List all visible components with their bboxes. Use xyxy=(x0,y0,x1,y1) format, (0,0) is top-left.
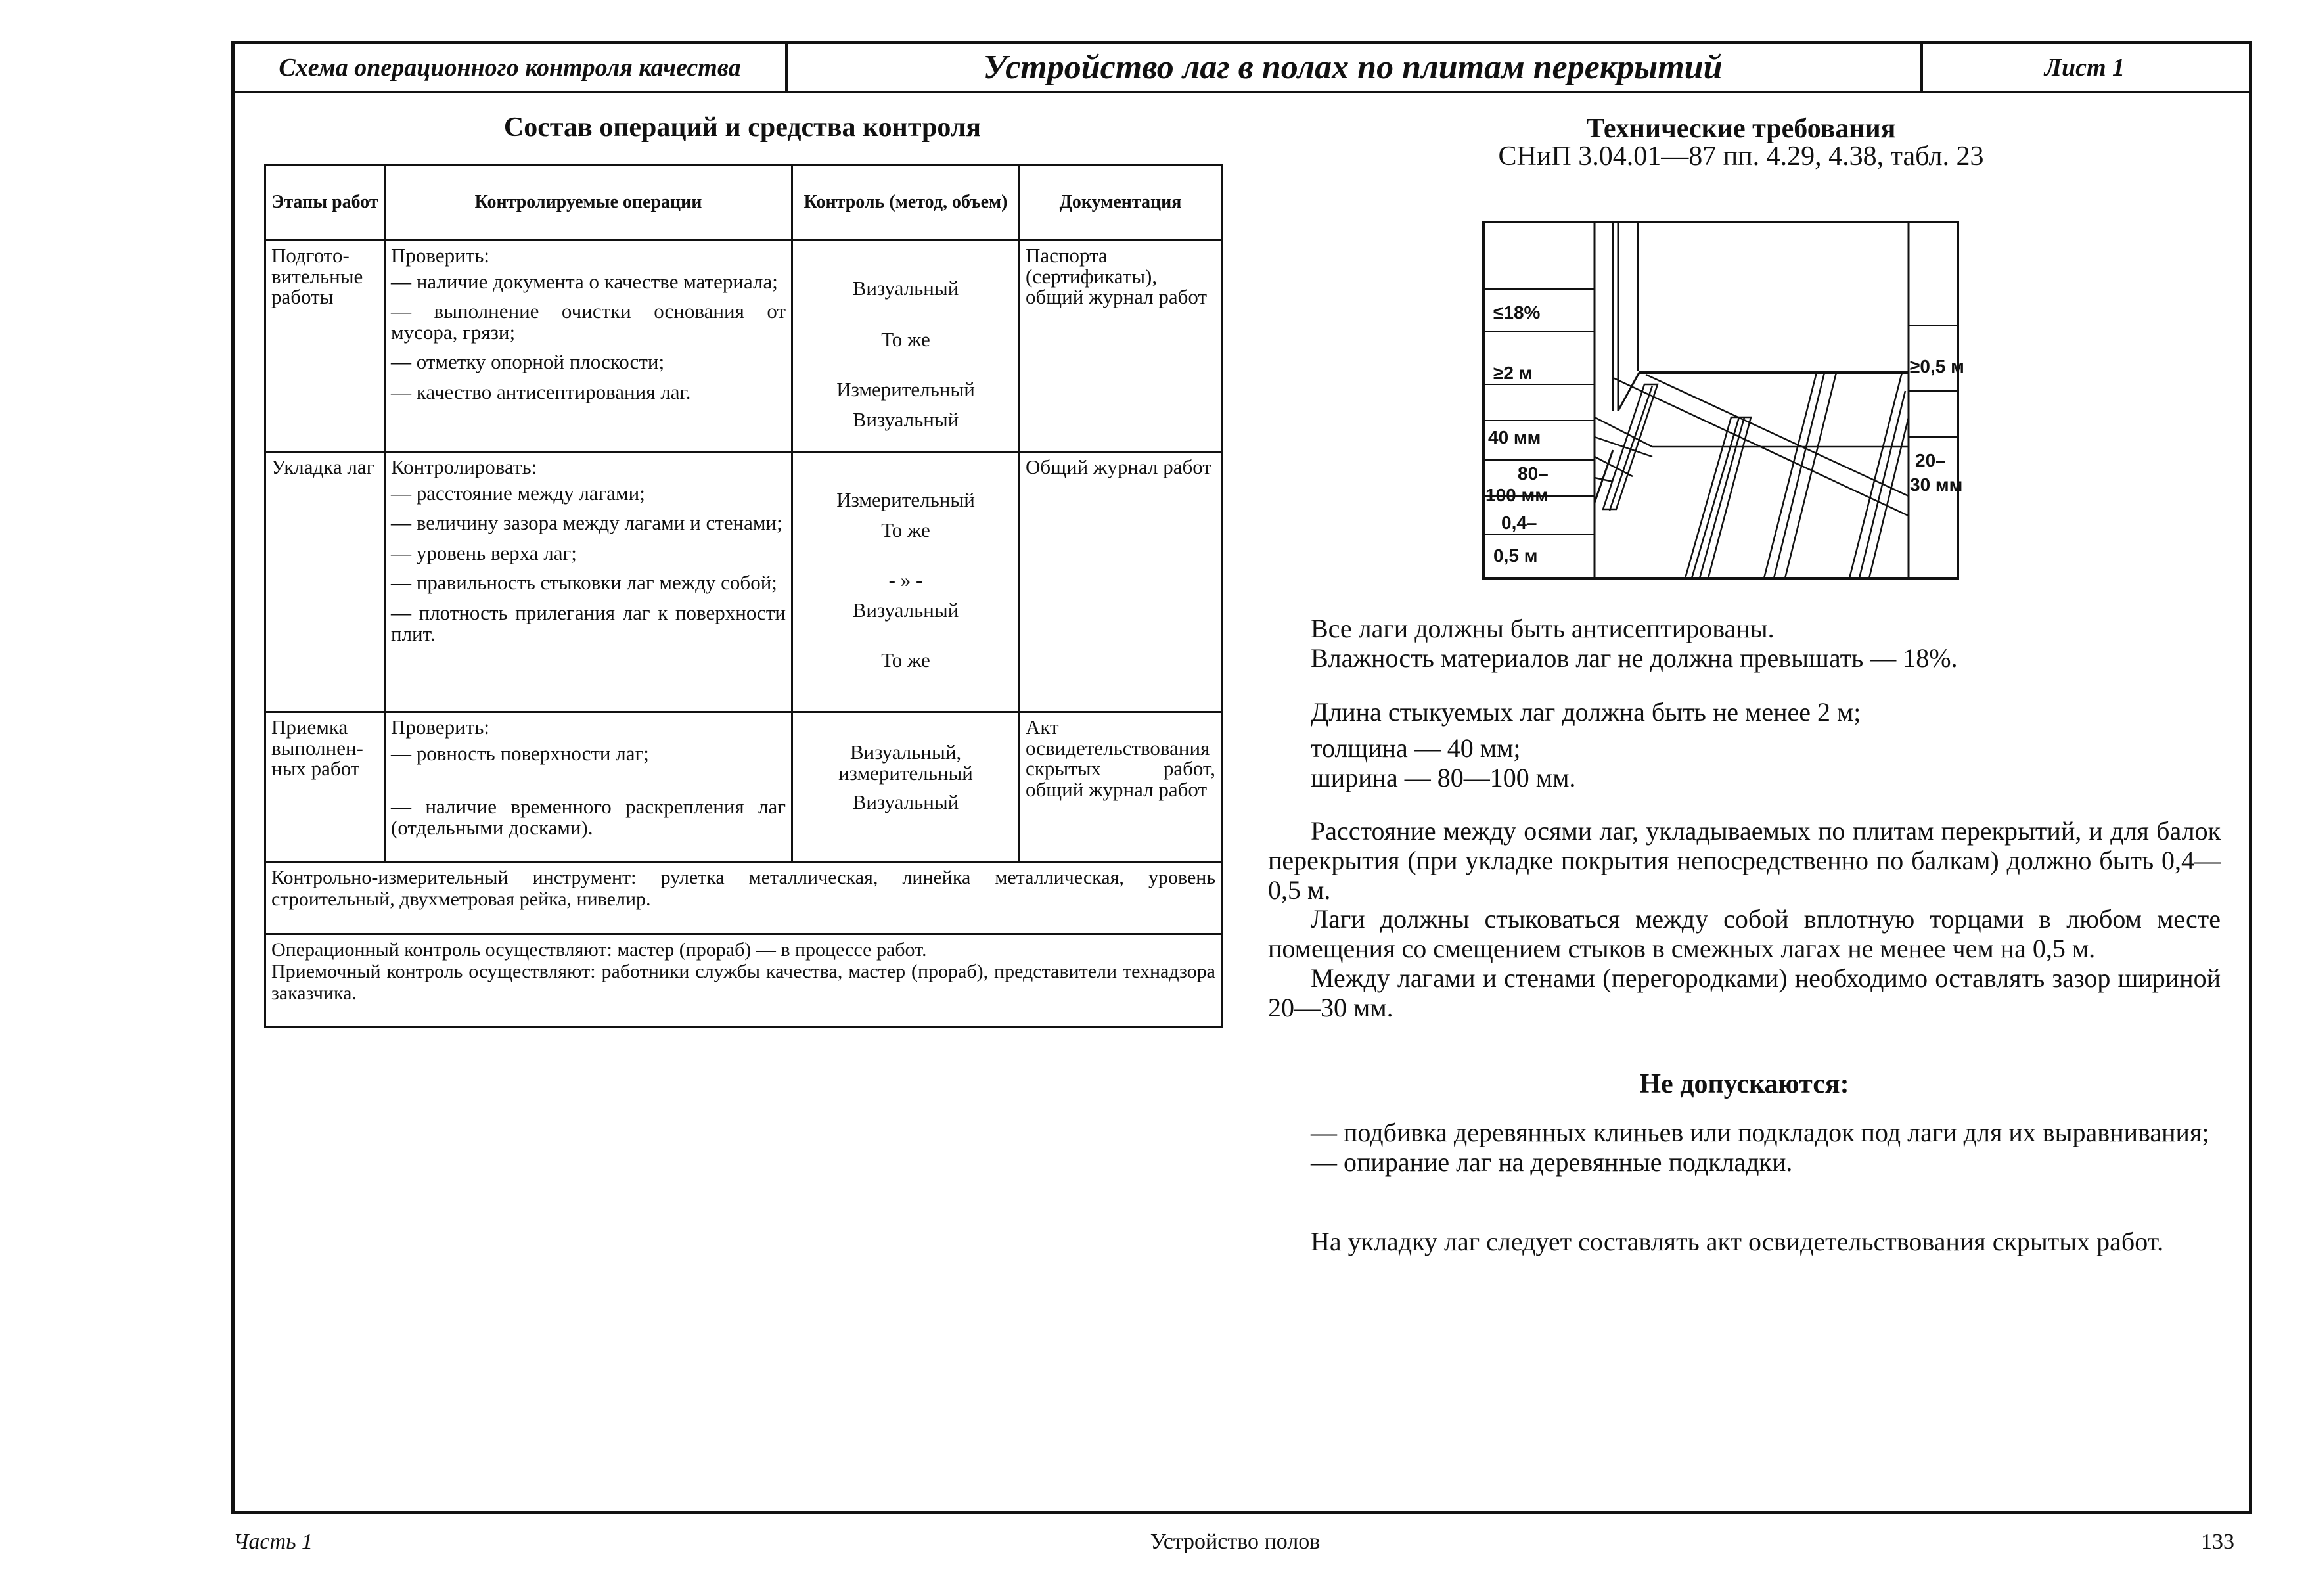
control-method: То же xyxy=(881,328,930,351)
operations-intro: Проверить: xyxy=(391,244,489,267)
control-cell-wide xyxy=(265,934,1222,1028)
label-thickness: 40 мм xyxy=(1488,427,1541,447)
joist-diagram xyxy=(1482,220,1987,581)
documentation-cell: Акт освидетельствования скрытых работ, общий журнал работ xyxy=(1020,712,1222,862)
operations-cell xyxy=(385,452,792,712)
operations-table xyxy=(264,164,1223,1028)
requirements-reference: СНиП 3.04.01—87 пп. 4.29, 4.38, табл. 23 xyxy=(1498,141,1984,171)
col-header-documentation: Документация xyxy=(1020,165,1222,240)
stage-cell: Приемка выполнен-ных работ xyxy=(265,712,385,862)
forbidden-item: — подбивка деревянных клиньев или подкладок под лаги для их выравнивания; xyxy=(1311,1118,2209,1147)
operations-cell xyxy=(385,240,792,452)
col-header-stage: Этапы работ xyxy=(265,165,385,240)
title-block xyxy=(235,44,2249,93)
footer-page-number: 133 xyxy=(2201,1530,2234,1554)
control-cell xyxy=(792,712,1020,862)
requirements-block-3 xyxy=(1268,817,2221,1023)
acceptance-control-text: Приемочный контроль осуществляют: работники службы качества, мастер (прораб), представители технадзора заказчика. xyxy=(271,961,1215,1004)
table-row xyxy=(265,240,1222,452)
operational-control-text: Операционный контроль осуществляют: мастер (прораб) — в процессе работ. xyxy=(271,939,927,961)
operation-item: — ровность поверхности лаг; xyxy=(391,741,649,765)
stage-cell: Укладка лаг xyxy=(265,452,385,712)
req-thickness: толщина — 40 мм; xyxy=(1311,733,1521,763)
operations-intro: Контролировать: xyxy=(391,455,537,478)
operations-intro: Проверить: xyxy=(391,716,489,739)
operation-item: — наличие документа о качестве материала; xyxy=(391,269,778,293)
control-method: Визуальный xyxy=(852,408,959,431)
label-moisture: ≤18% xyxy=(1493,302,1541,323)
label-gap-a: 20– xyxy=(1915,450,1946,470)
diagram-border xyxy=(1483,222,1958,578)
req-gap: Между лагами и стенами (перегородками) необходимо оставлять зазор шириной 20—30 мм. xyxy=(1268,963,2221,1022)
operation-item: — уровень верха лаг; xyxy=(391,541,577,564)
forbidden-item: — опирание лаг на деревянные подкладки. xyxy=(1311,1147,1793,1177)
table-row xyxy=(265,712,1222,862)
col-header-control: Контроль (метод, объем) xyxy=(792,165,1020,240)
table-header-row xyxy=(265,165,1222,240)
control-method: Измерительный xyxy=(836,378,975,401)
req-length: Длина стыкуемых лаг должна быть не менее 2 м; xyxy=(1311,697,1861,727)
scheme-label: Схема операционного контроля качества xyxy=(235,44,788,91)
control-method: Визуальный xyxy=(852,599,959,622)
label-width-a: 80– xyxy=(1518,463,1549,484)
joist-hatching xyxy=(1595,373,1909,578)
control-method: - » - xyxy=(888,568,923,591)
stage-cell: Подгото-вительные работы xyxy=(265,240,385,452)
req-joints: Лаги должны стыковаться между собой вплотную торцами в любом месте помещения со смещением стыков в смежных лагах не менее чем на 0,5 м. xyxy=(1268,904,2221,964)
control-method: То же xyxy=(881,518,930,541)
documentation-cell: Паспорта (сертификаты), общий журнал работ xyxy=(1020,240,1222,452)
operation-item: — правильность стыковки лаг между собой; xyxy=(391,571,777,595)
req-spacing: Расстояние между осями лаг, укладываемых по плитам перекрытий, и для балок перекрытия (при укладке покрытия непосредственно по балкам) должно быть 0,4—0,5 м. xyxy=(1268,816,2221,905)
control-method: Визуальный, измерительный xyxy=(838,741,973,785)
operation-item: — выполнение очистки основания от мусора, грязи; xyxy=(391,300,786,344)
forbidden-title: Не допускаются: xyxy=(1639,1069,1849,1099)
requirements-block-2 xyxy=(1268,698,2221,792)
operation-item: — плотность прилегания лаг к поверхности плит. xyxy=(391,601,786,645)
label-spacing-a: 0,4– xyxy=(1501,513,1537,533)
requirements-block-1 xyxy=(1268,614,2221,673)
requirements-title: Технические требования xyxy=(1586,114,1896,144)
operation-item: — отметку опорной плоскости; xyxy=(391,350,665,374)
control-method: Визуальный xyxy=(852,790,959,813)
req-antiseptic: Все лаги должны быть антисептированы. xyxy=(1311,614,1775,643)
col-header-operations: Контролируемые операции xyxy=(385,165,792,240)
label-width-b: 100 мм xyxy=(1485,485,1549,505)
operations-cell xyxy=(385,712,792,862)
req-moisture: Влажность материалов лаг не должна превышать — 18%. xyxy=(1311,643,1958,673)
control-cell xyxy=(792,452,1020,712)
table-row xyxy=(265,452,1222,712)
forbidden-list xyxy=(1268,1118,2221,1177)
instruments-row xyxy=(265,862,1222,934)
document-title: Устройство лаг в полах по плитам перекрытий xyxy=(785,44,1923,91)
sheet-label: Лист 1 xyxy=(2044,53,2125,81)
footer-part: Часть 1 xyxy=(233,1530,313,1554)
final-note xyxy=(1268,1227,2221,1257)
operation-item: — наличие временного раскрепления лаг (отдельными досками). xyxy=(391,795,786,839)
operations-section-title: Состав операций и средства контроля xyxy=(503,112,982,143)
control-cell xyxy=(792,240,1020,452)
control-row xyxy=(265,934,1222,1028)
documentation-cell: Общий журнал работ xyxy=(1020,452,1222,712)
label-gap-b: 30 мм xyxy=(1910,474,1963,495)
operation-item: — расстояние между лагами; xyxy=(391,481,645,505)
footer-section: Устройство полов xyxy=(1150,1530,1321,1554)
control-method: Измерительный xyxy=(836,488,975,511)
control-method: Визуальный xyxy=(852,277,959,300)
label-spacing-b: 0,5 м xyxy=(1493,545,1538,566)
final-note-text: На укладку лаг следует составлять акт освидетельствования скрытых работ. xyxy=(1311,1227,2164,1256)
operation-item: — величину зазора между лагами и стенами; xyxy=(391,511,782,535)
req-width: ширина — 80—100 мм. xyxy=(1311,762,1576,792)
dimension-lines xyxy=(1483,289,1958,534)
operation-item: — качество антисептирования лаг. xyxy=(391,380,691,404)
label-offset: ≥0,5 м xyxy=(1910,356,1964,376)
control-method: То же xyxy=(881,649,930,672)
label-length: ≥2 м xyxy=(1493,363,1533,383)
instruments-text: Контрольно-измерительный инструмент: рулетка металлическая, линейка металлическая, уровень строительный, двухметровая рейка, нивелир. xyxy=(265,862,1222,934)
